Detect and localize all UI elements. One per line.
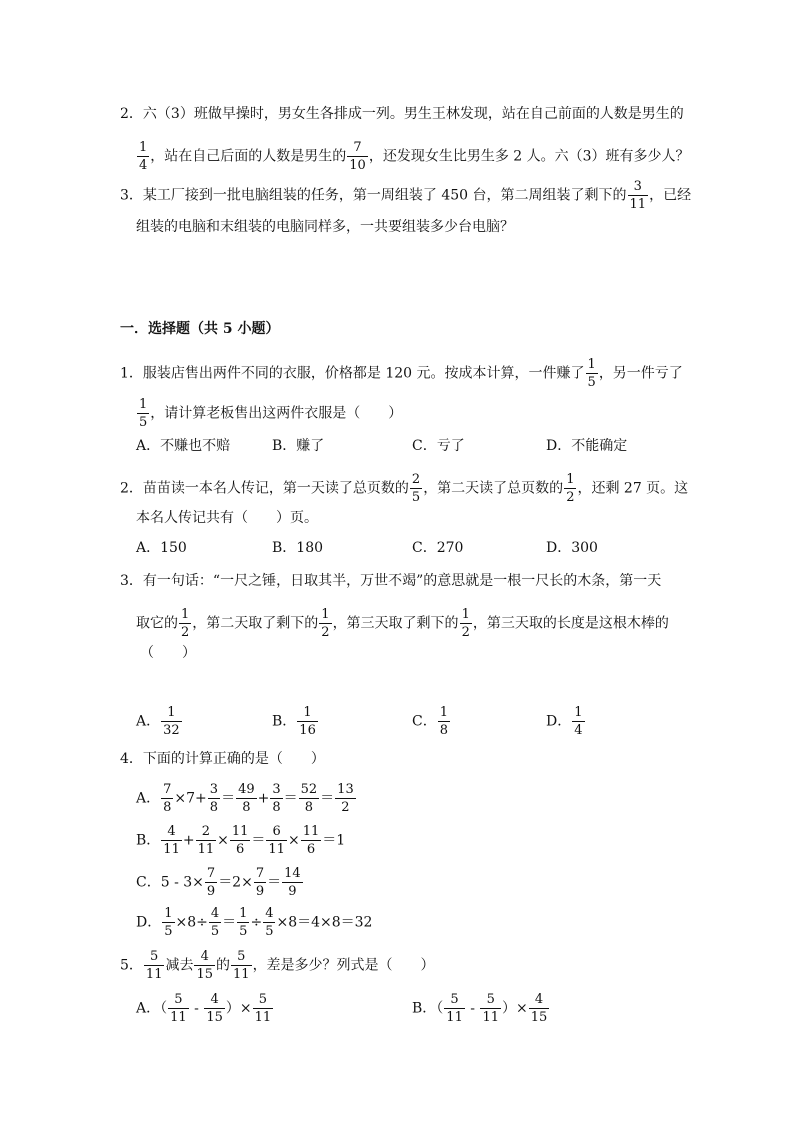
fraction: $\frac{4}{15}$ (196, 949, 214, 982)
problem-2-line2: $\frac{1}{4}$ ，站在自己后面的人数是男生的 $\frac{7}{10}$ ，还发现女生比男生多 2 人。六（3）班有多少人？ (139, 140, 690, 173)
fraction: $\frac{13}{2}$ (337, 782, 354, 815)
section-title: 一．选择题（共 5 小题） (120, 321, 280, 337)
question-3-line3: （ ） (140, 645, 196, 661)
fraction: $\frac{1}{2}$ (321, 607, 330, 640)
fraction: $\frac{1}{2}$ (181, 607, 190, 640)
fraction: $\frac{7}{9}$ (206, 866, 216, 899)
fraction: $\frac{2}{5}$ (411, 472, 421, 505)
q5-option-a: A．（ $\frac{5}{11}$ - $\frac{4}{15}$ ）× $\frac{5}{11}$ (136, 992, 272, 1025)
fraction: $\frac{3}{11}$ (629, 179, 647, 212)
fraction: $\frac{3}{8}$ (272, 782, 281, 815)
fraction: $\frac{7}{9}$ (255, 866, 265, 899)
fraction: $\frac{1}{16}$ (299, 705, 316, 738)
fraction: $\frac{1}{5}$ (587, 357, 596, 390)
fraction: $\frac{5}{11}$ (446, 992, 463, 1025)
fraction: $\frac{14}{9}$ (284, 866, 301, 899)
question-2-line2: 本名人传记共有（ ）页。 (136, 510, 318, 526)
fraction: $\frac{1}{8}$ (439, 705, 448, 738)
fraction: $\frac{5}{11}$ (145, 949, 163, 982)
fraction: $\frac{7}{8}$ (163, 782, 172, 815)
fraction: $\frac{1}{4}$ (574, 705, 583, 738)
question-5-stem: 5． $\frac{5}{11}$ 减去 $\frac{4}{15}$ 的 $\frac{5}{11}$ ，差是多少？列式是（ ） (120, 949, 435, 982)
fraction: $\frac{1}{4}$ (139, 140, 148, 173)
fraction: $\frac{5}{11}$ (254, 992, 272, 1025)
question-4-stem: 4．下面的计算正确的是（ ） (120, 751, 325, 767)
question-3-line1: 3．有一句话：“一尺之锤，日取其半，万世不竭”的意思就是一根一尺长的木条，第一天 (120, 573, 662, 589)
q4-option-d: D． $\frac{1}{5}$ ×8÷ $\frac{4}{5}$ ＝ $\frac{1}{5}$ ÷ $\frac{4}{5}$ ×8＝4×8＝32 (136, 906, 373, 939)
q1-option-a: A．不赚也不赔 (136, 438, 231, 454)
fraction: $\frac{4}{11}$ (163, 824, 180, 857)
fraction: $\frac{3}{8}$ (209, 782, 219, 815)
q2-option-d: D．300 (546, 540, 598, 556)
fraction: $\frac{5}{11}$ (482, 992, 500, 1025)
question-3-line2: 取它的 $\frac{1}{2}$ ，第二天取了剩下的 $\frac{1}{2}$ ，第三天取了剩下的 $\frac{1}{2}$ ，第三天取的长度是这根木棒的 (136, 607, 669, 640)
q4-option-c: C．5 - 3× $\frac{7}{9}$ ＝2× $\frac{7}{9}$ ＝ $\frac{14}{9}$ (136, 866, 301, 899)
fraction: $\frac{5}{11}$ (233, 949, 250, 982)
fraction: $\frac{4}{15}$ (206, 992, 223, 1025)
fraction: $\frac{4}{5}$ (210, 906, 220, 939)
q3-option-a: A． $\frac{1}{32}$ (136, 705, 180, 738)
question-2-line1: 2．苗苗读一本名人传记，第一天读了总页数的 $\frac{2}{5}$ ，第二天读了总页数的 $\frac{1}{2}$ ，还剩 27 页。这 (120, 472, 689, 505)
q3-option-c: C． $\frac{1}{8}$ (412, 705, 448, 738)
fraction: $\frac{2}{11}$ (197, 824, 215, 857)
fraction: $\frac{49}{8}$ (238, 782, 255, 815)
q1-option-b: B．赚了 (272, 438, 325, 454)
fraction: $\frac{1}{5}$ (239, 906, 248, 939)
q1-option-d: D．不能确定 (546, 438, 628, 454)
fraction: $\frac{1}{32}$ (163, 705, 180, 738)
q5-option-b: B．（ $\frac{5}{11}$ - $\frac{5}{11}$ ）× $\frac{4}{15}$ (412, 992, 548, 1025)
q4-option-a: A． $\frac{7}{8}$ ×7+ $\frac{3}{8}$ ＝ $\frac{49}{8}$ + $\frac{3}{8}$ ＝ $\frac{52}{8}$ ＝ $\frac{13}{2}$ (136, 782, 354, 815)
fraction: $\frac{7}{10}$ (349, 140, 366, 173)
question-1-line2: $\frac{1}{5}$ ，请计算老板售出这两件衣服是（ ） (139, 397, 403, 430)
fraction: $\frac{11}{6}$ (231, 824, 249, 857)
problem-3-line1: 3．某工厂接到一批电脑组装的任务，第一周组装了 450 台，第二周组装了剩下的 $\frac{3}{11}$ ，已经 (120, 179, 692, 212)
q2-option-b: B．180 (272, 540, 324, 556)
fraction: $\frac{1}{5}$ (139, 397, 148, 430)
q2-option-a: A．150 (136, 540, 187, 556)
problem-2-line1 (120, 105, 684, 123)
fraction: $\frac{4}{5}$ (265, 906, 274, 939)
question-1-line1: 1．服装店售出两件不同的衣服，价格都是 120 元。按成本计算，一件赚了 $\frac{1}{5}$ ，另一件亏了 (120, 357, 683, 390)
q4-option-b: B． $\frac{4}{11}$ + $\frac{2}{11}$ × $\frac{11}{6}$ ＝ $\frac{6}{11}$ × $\frac{11}{6}$ ＝1 (136, 824, 346, 857)
fraction: $\frac{5}{11}$ (170, 992, 187, 1025)
q2-option-c: C．270 (412, 540, 464, 556)
fraction: $\frac{11}{6}$ (302, 824, 320, 857)
q3-option-b: B． $\frac{1}{16}$ (272, 705, 316, 738)
fraction: $\frac{1}{2}$ (461, 607, 470, 640)
fraction: $\frac{4}{15}$ (530, 992, 548, 1025)
fraction: $\frac{52}{8}$ (300, 782, 318, 815)
fraction: $\frac{1}{2}$ (566, 472, 575, 505)
fraction: $\frac{1}{5}$ (164, 906, 173, 939)
q1-option-c: C．亏了 (412, 438, 465, 454)
problem-2-text: 2．六（3）班做早操时，男女生各排成一列。男生王林发现，站在自己前面的人数是男生的 (120, 106, 684, 122)
fraction: $\frac{6}{11}$ (268, 824, 285, 857)
problem-3-line2: 组装的电脑和末组装的电脑同样多，一共要组装多少台电脑？ (136, 219, 514, 235)
q3-option-d: D． $\frac{1}{4}$ (546, 705, 583, 738)
